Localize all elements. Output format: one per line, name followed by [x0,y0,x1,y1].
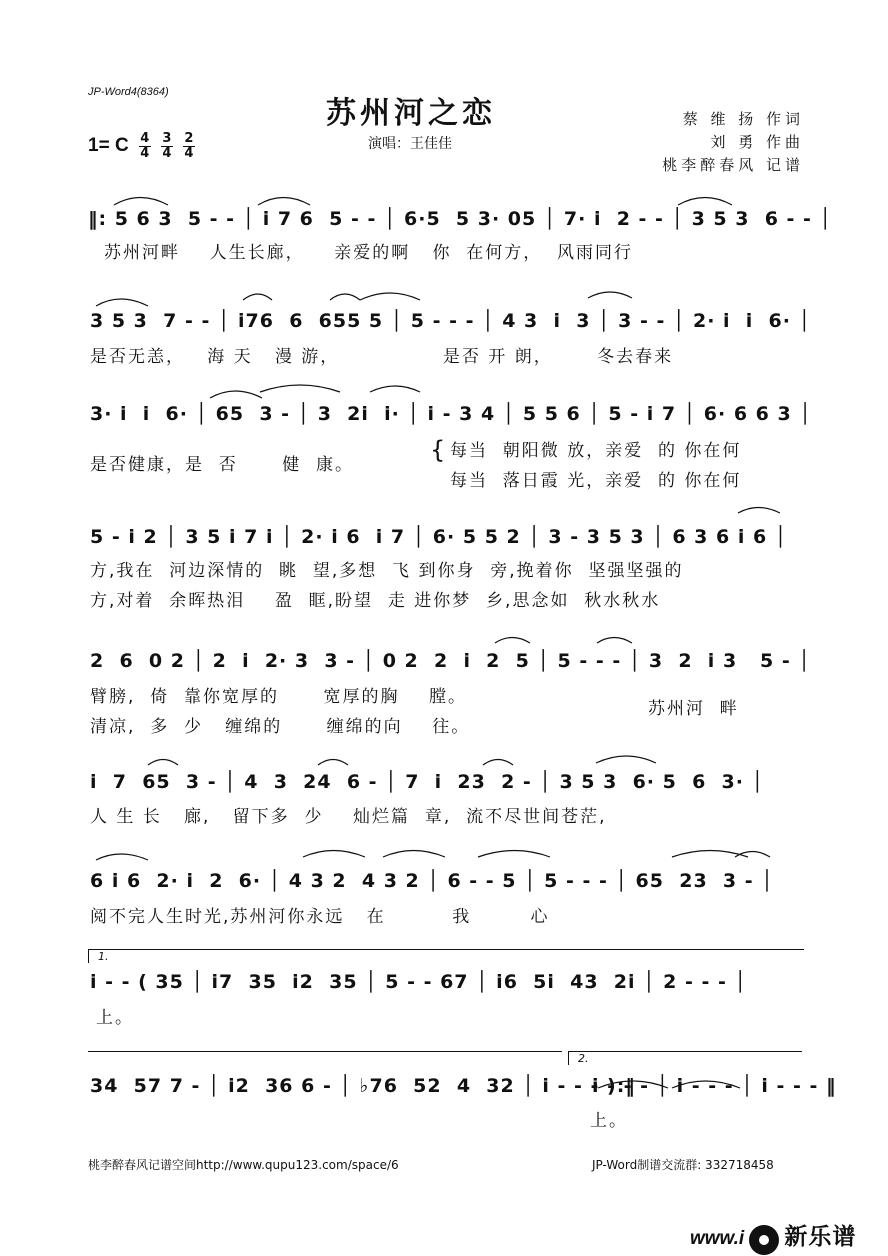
notation-line-9: 34 57 7 - │ i2 36 6 - │ ♭76 52 4 32 │ i - - - ):‖ [90,1075,636,1097]
lyric-line-3c: 每当 落日霞 光，亲爱 的 你在何 [450,471,742,491]
footer-right-group: JP-Word制谱交流群: 332718458 [592,1158,774,1172]
lyric-line-9: 上。 [590,1111,628,1131]
volta-2-label: 2. [578,1052,589,1065]
notation-line-7: 6 i 6 2· i 2 6· │ 4 3 2 4 3 2 │ 6 - - 5 │ 5 - - - │ 65 23 3 - │ [90,870,774,892]
footer-left-link[interactable]: 桃李醉春风记谱空间http://www.qupu123.com/space/6 [88,1158,399,1172]
lyric-line-5b: 清凉, 多 少 缠绵的 缠绵的向 往。 [90,717,471,737]
watermark [690,1218,856,1255]
notation-ending-2: i - - - │ i - - - │ i - - - ‖ [592,1075,837,1097]
watermark-brand: 新乐谱 [784,1224,857,1250]
lyric-line-2: 是否无恙， 海 天 漫 游， 是否 开 朗， 冬去春来 [90,347,674,367]
volta-bracket-1-edge [88,949,89,963]
lyric-line-7: 阅不完人生时光,苏州河你永远 在 我 心 [90,907,550,927]
lyricist-credit: 蔡 维 扬 作词 [682,110,804,128]
software-version-label: JP-Word4(8364) [88,86,169,98]
song-title: 苏州河之恋 [326,96,496,131]
lyric-line-5a: 臂膀, 倚 靠你宽厚的 宽厚的胸 膛。 [90,687,468,707]
notation-line-1: ‖: 5 6 3 5 - - │ i 7 6 5 - - │ 6·5 5 3· 05 │ 7· i 2 - - │ 3 5 3 6 - - │ [88,208,832,230]
notation-line-3: 3· i i 6· │ 65 3 - │ 3 2i i· │ i - 3 4 │ 5 5 6 │ 5 - i 7 │ 6· 6 6 3 │ [90,403,812,425]
notation-line-8: i - - ( 35 │ i7 35 i2 35 │ 5 - - 67 │ i6 5i 43 2i │ 2 - - - │ [90,971,747,993]
lyric-line-1: 苏州河畔 人生长廊， 亲爱的啊 你 在何方， 风雨同行 [104,243,634,263]
time-signature-3: $\frac{2}{4}$ [184,131,194,161]
volta-bracket-1 [88,949,804,950]
lyric-line-6: 人 生 长 廊, 留下多 少 灿烂篇 章, 流不尽世间苍茫, [90,807,607,827]
time-signature-1: $\frac{4}{4}$ [140,131,150,161]
composer-credit: 刘 勇 作曲 [710,133,804,151]
volta-bracket-2-edge [568,1051,569,1065]
key-signature: 1= C [88,135,129,156]
notation-line-6: i 7 65 3 - │ 4 3 24 6 - │ 7 i 23 2 - │ 3 5 3 6· 5 6 3· │ [90,771,765,793]
notation-line-4: 5 - i 2 │ 3 5 i 7 i │ 2· i 6 i 7 │ 6· 5 5 2 │ 3 - 3 5 3 │ 6 3 6 i 6 │ [90,526,788,548]
lyric-line-8: 上。 [96,1008,134,1028]
lyric-line-4a: 方,我在 河边深情的 眺 望,多想 飞 到你身 旁,挽着你 坚强坚强的 [90,561,684,581]
logo-icon [749,1225,779,1255]
time-signature-2: $\frac{3}{4}$ [162,131,172,161]
volta-1-label: 1. [98,950,109,963]
lyric-side-note: 苏州河 畔 [648,699,739,719]
lyric-line-3b: 每当 朝阳微 放，亲爱 的 你在何 [450,441,742,461]
singer-label: 演唱：王佳佳 [368,136,452,152]
notation-line-2: 3 5 3 7 - - │ i76 6 655 5 │ 5 - - - │ 4 3 i 3 │ 3 - - │ 2· i i 6· │ [90,310,812,332]
volta-bracket-line [88,1051,562,1052]
transcriber-credit: 桃李醉春风 记谱 [662,156,804,174]
notation-line-5: 2 6 0 2 │ 2 i 2· 3 3 - │ 0 2 2 i 2 5 │ 5 - - - │ 3 2 i 3 5 - │ [90,650,811,672]
lyric-brace: { [430,436,448,464]
volta-bracket-2 [568,1051,802,1052]
lyric-line-3a: 是否健康，是 否 健 康。 [90,455,355,475]
lyric-line-4b: 方,对着 余晖热泪 盈 眶,盼望 走 进你梦 乡,思念如 秋水秋水 [90,591,661,611]
watermark-url: www.i [690,1228,745,1249]
